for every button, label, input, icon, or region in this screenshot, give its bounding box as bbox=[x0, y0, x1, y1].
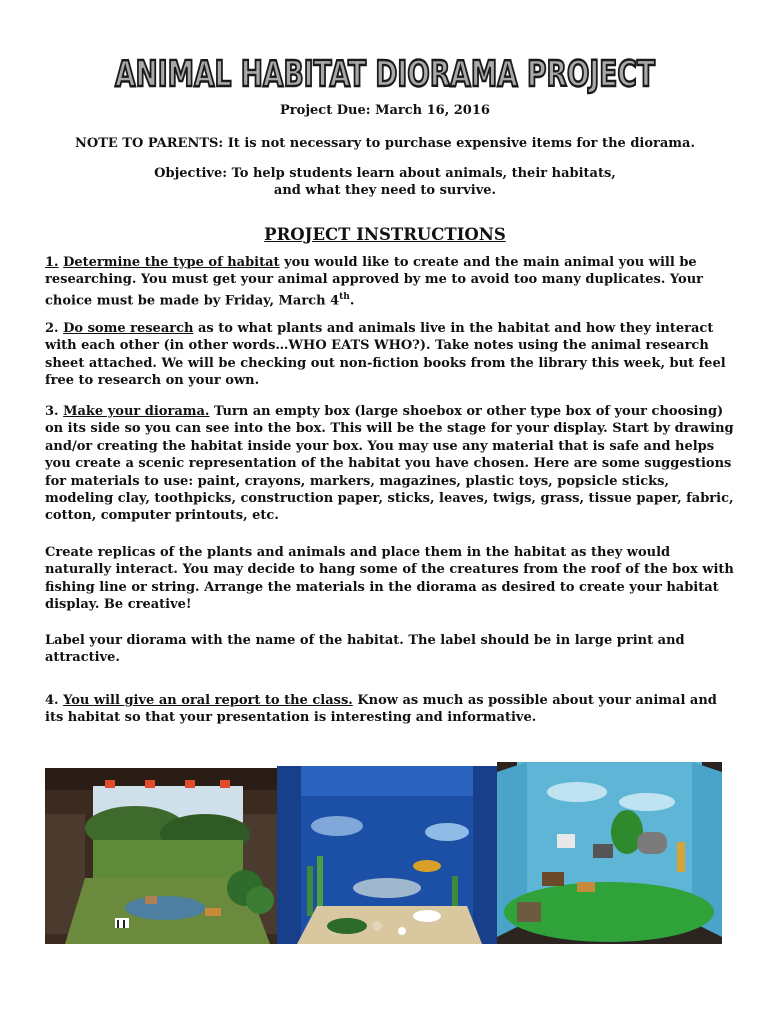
step-3-text: Turn an empty box (large shoebox or other type box of your choosing) on its side so you can see into the box. This will be the stage for your display. Start by drawing and/or creating the habitat inside your box. You may use any material that is safe and helps you create a scenic representation of the habitat you have chosen. Here are some suggestions for materials to use: paint, crayons, markers, magazines, plastic toys, popsicle sticks, modeling clay, toothpicks, construction paper, sticks, leaves, twigs, grass, tissue paper, fabric, cotton, computer printouts, etc. bbox=[45, 404, 734, 524]
project-due: Project Due: March 16, 2016 bbox=[280, 103, 490, 118]
step-2-number: 2. bbox=[45, 321, 59, 336]
step-1 bbox=[45, 254, 735, 310]
step-4-title: You will give an oral report to the class. bbox=[63, 693, 353, 708]
step-2-text: as to what plants and animals live in the habitat and how they interact with each other (in other words…WHO EATS WHO?). Take notes using the animal research sheet attached. We will be checking out non-fiction books from the library this week, but feel free to research on your own. bbox=[45, 321, 726, 389]
step-1-text: you would like to create and the main animal you will be researching. You must get your animal approved by me to avoid too many duplicates. Your choice must be made by Friday, March 4 bbox=[45, 255, 704, 309]
step-1-title: Determine the type of habitat bbox=[63, 255, 280, 270]
instructions-heading: PROJECT INSTRUCTIONS bbox=[264, 225, 506, 244]
objective-line-2: and what they need to survive. bbox=[273, 183, 497, 198]
ocean-diorama-photo bbox=[277, 766, 497, 944]
document-title bbox=[110, 44, 660, 100]
replicas-paragraph: Create replicas of the plants and animals and place them in the habitat as they would naturally interact. You may decide to hang some of the creatures from the roof of the box with fishing line or string. Arrange the materials in the diorama as desired to create your habitat display. Be creative! bbox=[45, 545, 734, 613]
step-4 bbox=[45, 692, 735, 727]
forest-diorama-photo bbox=[497, 762, 722, 944]
objective-line-1: Objective: To help students learn about animals, their habitats, bbox=[154, 166, 616, 181]
step-4-number: 4. bbox=[45, 693, 59, 708]
step-1-end: . bbox=[349, 293, 355, 309]
step-1-number: 1. bbox=[45, 255, 59, 270]
label-paragraph: Label your diorama with the name of the habitat. The label should be in large print and attractive. bbox=[45, 633, 685, 666]
note-to-parents: NOTE TO PARENTS: It is not necessary to purchase expensive items for the diorama. bbox=[74, 136, 695, 151]
title-text: ANIMAL HABITAT DIORAMA PROJECT bbox=[115, 54, 656, 95]
savanna-diorama-photo bbox=[45, 768, 277, 944]
step-2-title: Do some research bbox=[63, 321, 194, 336]
step-3-title: Make your diorama. bbox=[63, 404, 210, 419]
step-1-sup: th bbox=[339, 291, 350, 302]
step-4-text: Know as much as possible about your animal and its habitat so that your presentation is interesting and informative. bbox=[45, 693, 717, 726]
step-3-number: 3. bbox=[45, 404, 59, 419]
step-2 bbox=[45, 320, 735, 390]
step-3 bbox=[45, 403, 735, 525]
